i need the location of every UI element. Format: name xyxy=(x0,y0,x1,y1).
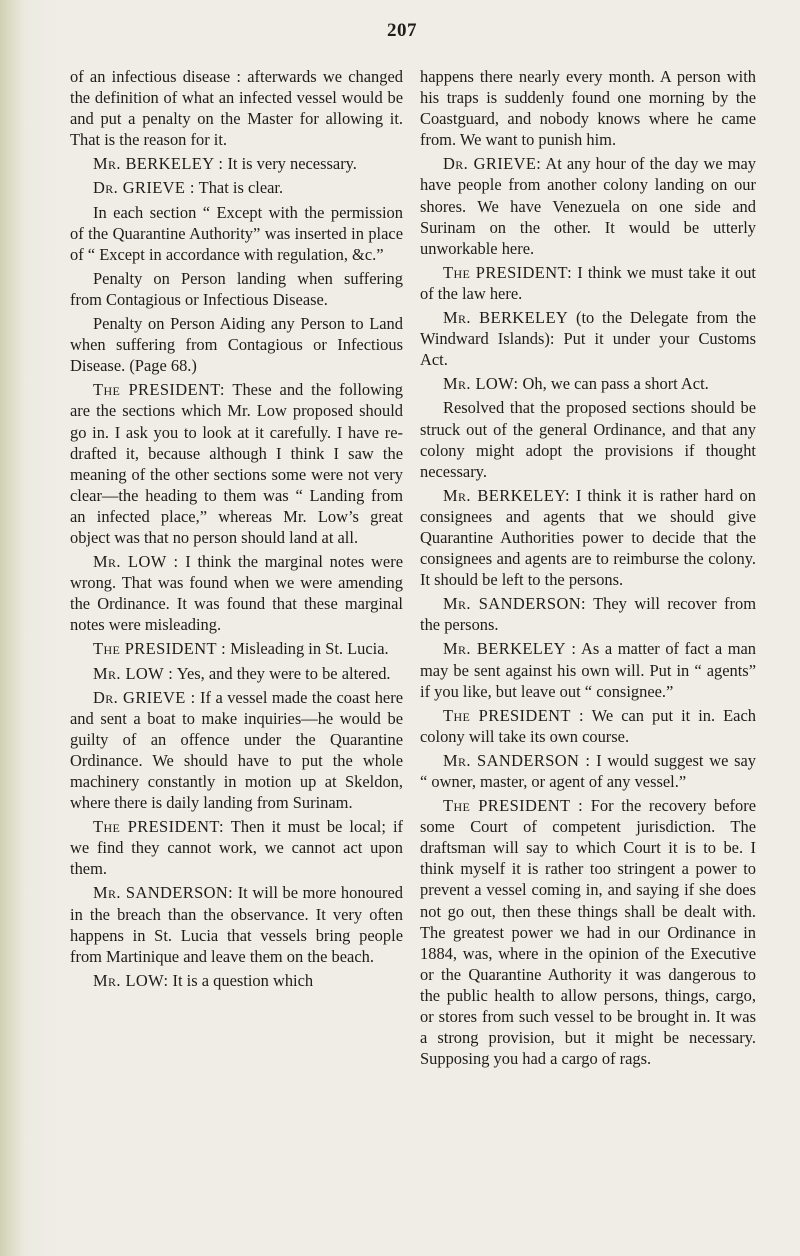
paragraph-text: I think we must take it out of the law here. xyxy=(420,262,756,303)
paragraph xyxy=(420,153,756,258)
paragraph xyxy=(70,268,403,310)
paragraph xyxy=(70,687,403,814)
paragraph-text: of an infectious disease : afterwards we changed the definition of what an infected vessel would be and put a penalty on the Master for allowing it. That is the reason for it. xyxy=(70,67,403,150)
speaker-name: Mr. BERKELEY xyxy=(443,308,569,328)
paragraph-text: These and the following are the sections which Mr. Low proposed should go in. I ask you to look at it carefully. I have re-drafted it, because although I think I saw the meaning of the other sections some were not very clear—the heading to them was “ Landing from an infected place,” whereas Mr. Low’s great object was that no person should land at all. xyxy=(70,380,404,547)
paragraph-text: It will be more honoured in the breach than the observance. It very often happens in St. Lucia that vessels bring people from Martinique and leave them on the beach. xyxy=(70,883,403,966)
page-number: 207 xyxy=(387,20,417,41)
paragraph-text: Misleading in St. Lucia. xyxy=(226,639,389,659)
paragraph xyxy=(70,816,403,879)
paragraph-text: Penalty on Person landing when suffering from Contagious or Infectious Disease. xyxy=(70,268,403,309)
paragraph-text: It is a question which xyxy=(168,970,314,990)
paragraph-text: That is clear. xyxy=(194,178,284,198)
speaker-name: Mr. LOW : xyxy=(93,663,174,683)
paragraph-text: It is very necessary. xyxy=(223,154,357,174)
paragraph xyxy=(420,795,756,1069)
paragraph xyxy=(420,66,756,150)
paragraph-text: If a vessel made the coast here and sent a boat to make inquiries—he would be guilty of an offence under the Quarantine Ordinance. We should have to put the whole machinery constantly in motion up at Skeldon, where there is daily landing from Surinam. xyxy=(70,687,403,813)
speaker-name: Mr. LOW : xyxy=(93,552,179,572)
paragraph xyxy=(420,373,756,394)
paragraph xyxy=(420,262,756,304)
paragraph-text: happens there nearly every month. A person with his traps is suddenly found one morning by the Coastguard, and nobody knows where he came from. We want to punish him. xyxy=(420,67,756,150)
paragraph-text: I think it is rather hard on consignees and agents that we should give Quarantine Authorities power to decide that the consignees and agents are to reimburse the colony. It should be left to the persons. xyxy=(420,485,756,590)
paragraph xyxy=(420,397,756,481)
paragraph xyxy=(70,663,403,684)
paragraph xyxy=(70,313,403,376)
paragraph-text: I think the marginal notes were wrong. That was found when we were amending the Ordinance. It was found that these marginal notes were misleading. xyxy=(70,552,403,635)
paragraph xyxy=(70,379,403,548)
paragraph xyxy=(70,638,403,659)
paragraph-text: Oh, we can pass a short Act. xyxy=(518,374,709,394)
paragraph-text: I would suggest we say “ owner, master, or agent of any vessel.” xyxy=(420,750,757,791)
paragraph-text: For the recovery before some Court of competent jurisdiction. The draftsman will say to which Court it is to be. I think myself it is rather too stringent a power to prevent a vessel coming in, and saying if she does not go out, then these things shall be dealt with. The greatest power we had in our Ordinance in 1884, was, where in the opinion of the Executive or the Quarantine Authority it was dangerous to the public health to allow persons, things, cargo, or stores from such vessel to be brought in. It was a strong provision, but it might be necessary. Supposing you had a cargo of rags. xyxy=(420,796,756,1069)
paragraph-text: Penalty on Person Aiding any Person to Land when suffering from Contagious or Infectious Disease. (Page 68.) xyxy=(70,314,403,376)
paragraph xyxy=(420,750,756,792)
speaker-name: Mr. SANDERSON : xyxy=(443,750,591,770)
speaker-name: Mr. BERKELEY: xyxy=(443,485,570,505)
speaker-name: Dr. GRIEVE: xyxy=(443,154,542,174)
column-gutter xyxy=(409,66,410,1206)
paragraph xyxy=(420,485,756,590)
speaker-name: The PRESIDENT : xyxy=(443,705,584,725)
speaker-name: The PRESIDENT: xyxy=(93,817,225,837)
speaker-name: Mr. LOW: xyxy=(443,374,519,394)
left-column xyxy=(70,66,403,994)
paragraph-text: As a matter of fact a man may be sent against his own will. Put in “ agents” if you like, but leave out “ consignee.” xyxy=(420,639,757,701)
right-column xyxy=(420,66,756,1072)
paragraph-text: (to the Delegate from the Windward Islands): Put it under your Customs Act. xyxy=(420,308,756,370)
speaker-name: Dr. GRIEVE : xyxy=(93,687,196,707)
speaker-name: The PRESIDENT: xyxy=(93,380,225,400)
paragraph-text: In each section “ Except with the permission of the Quarantine Authority” was inserted in place of “ Except in accordance with regulation, &c.” xyxy=(70,202,403,264)
speaker-name: Mr. BERKELEY : xyxy=(443,639,577,659)
paragraph xyxy=(420,705,756,747)
paragraph xyxy=(420,593,756,635)
paragraph xyxy=(70,177,403,198)
paragraph xyxy=(420,307,756,370)
speaker-name: The PRESIDENT : xyxy=(443,796,584,816)
speaker-name: Mr. SANDERSON: xyxy=(443,594,586,614)
paragraph xyxy=(70,66,403,150)
speaker-name: Mr. BERKELEY : xyxy=(93,154,224,174)
paragraph xyxy=(70,882,403,966)
paragraph-text: At any hour of the day we may have people from another colony landing on our shores. We have Venezuela on one side and Surinam on the other. It would be utterly unworkable here. xyxy=(420,154,756,258)
paragraph xyxy=(70,551,403,635)
paragraph-text: Yes, and they were to be altered. xyxy=(173,663,391,683)
paragraph-text: Resolved that the proposed sections should be struck out of the general Ordinance, and that any colony might adopt the provisions if thought necessary. xyxy=(420,398,756,481)
speaker-name: The PRESIDENT : xyxy=(93,639,227,659)
paragraph xyxy=(70,153,403,174)
speaker-name: The PRESIDENT: xyxy=(443,262,573,282)
paragraph xyxy=(70,202,403,265)
paragraph xyxy=(70,970,403,991)
speaker-name: Mr. SANDERSON: xyxy=(93,883,234,903)
speaker-name: Dr. GRIEVE : xyxy=(93,178,195,198)
paragraph-text: We can put it in. Each colony will take its own course. xyxy=(420,705,756,746)
paragraph-text: They will recover from the persons. xyxy=(420,594,756,635)
paragraph xyxy=(420,638,756,701)
paragraph-text: Then it must be local; if we find they cannot work, we cannot act upon them. xyxy=(70,817,403,879)
speaker-name: Mr. LOW: xyxy=(93,970,169,990)
